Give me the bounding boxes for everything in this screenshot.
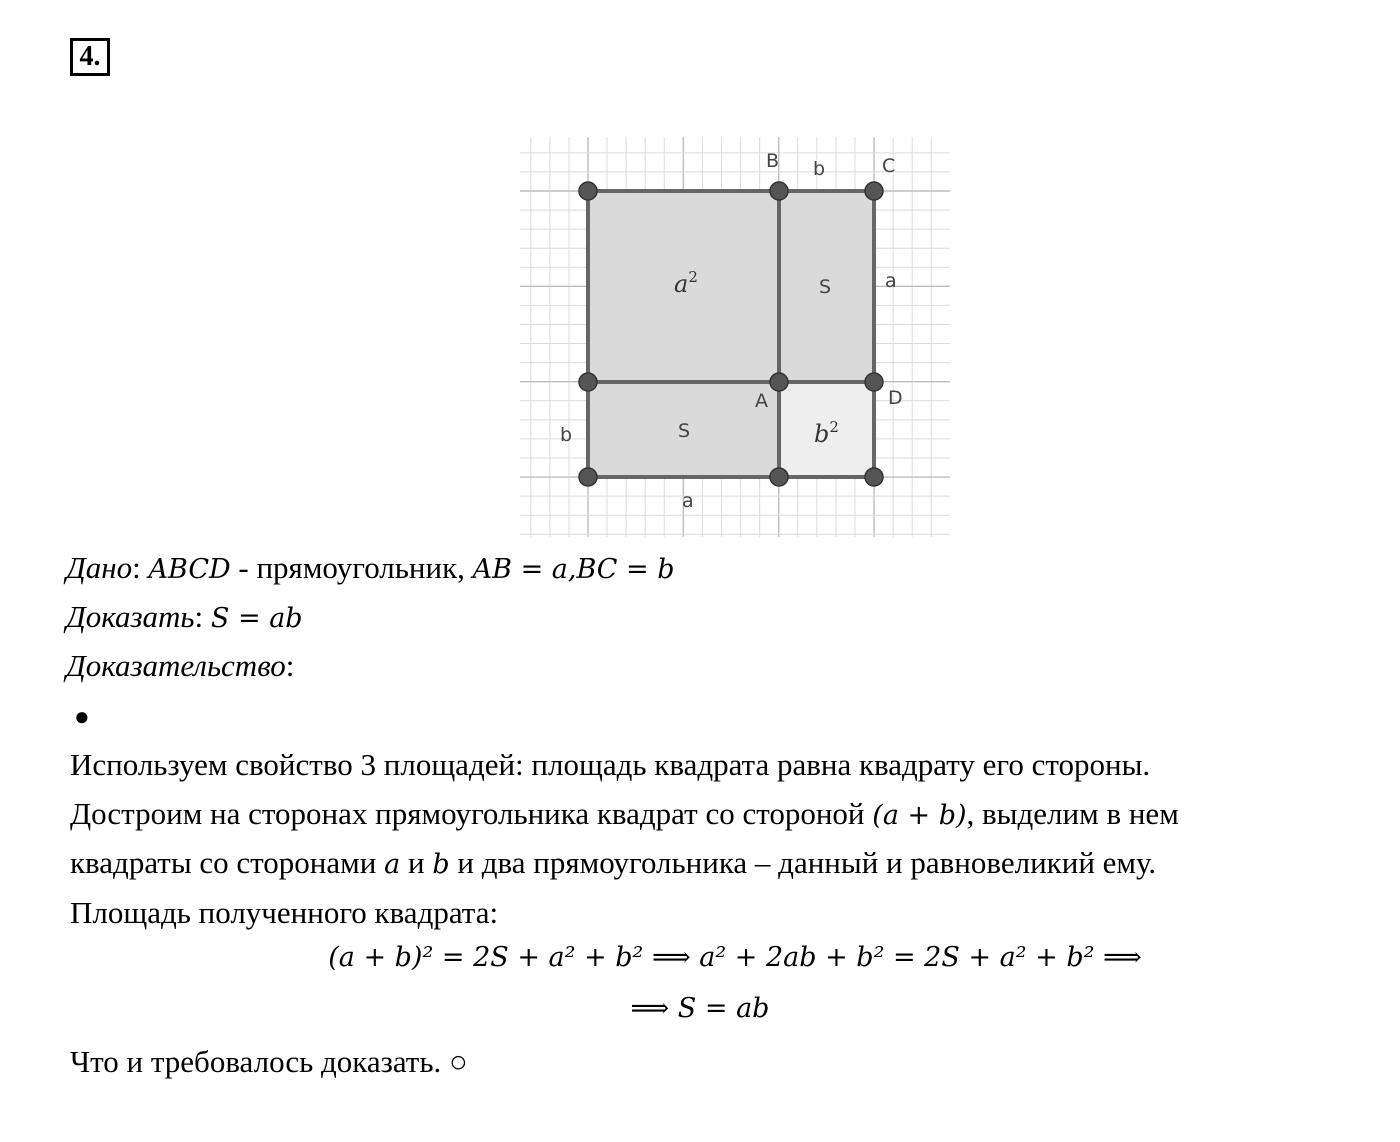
label-left-b: b — [560, 424, 573, 446]
label-s-bottom: S — [678, 420, 691, 442]
bullet: ● — [74, 702, 90, 731]
label-right-a: a — [885, 270, 897, 292]
given-line: Дано: ABCD - прямоугольник, AB = a,BC = b — [66, 550, 675, 585]
prove-line: Доказать: S = ab — [66, 599, 303, 634]
conclusion-line: Что и требовалось доказать. ○ — [70, 1044, 468, 1079]
label-C: C — [882, 155, 896, 177]
para-line-2: Достроим на сторонах прямоугольника квадрат со стороной (a + b), выделим в нем — [70, 796, 1179, 831]
point-C — [865, 182, 883, 200]
point-B — [770, 182, 788, 200]
point-bottom-right — [865, 468, 883, 486]
point-A — [770, 373, 788, 391]
prove-label: Доказать — [66, 599, 195, 634]
given-label: Дано — [66, 550, 133, 585]
label-a2: $a^2$ — [674, 268, 698, 298]
given-text: - прямоугольник, — [230, 550, 473, 585]
formula-line-2: ⟹ S = ab — [630, 993, 770, 1024]
prove-math: S = ab — [210, 603, 303, 634]
point-mid-left — [579, 373, 597, 391]
label-top-b: b — [813, 158, 826, 180]
para-line-4: Площадь полученного квадрата: — [70, 895, 499, 930]
formula-line-1: (a + b)² = 2S + a² + b² ⟹ a² + 2ab + b² = 2S + a² + b² ⟹ — [328, 942, 1142, 973]
point-bottom-mid — [770, 468, 788, 486]
given-math-abcd: ABCD — [148, 554, 231, 585]
label-B: B — [766, 150, 780, 172]
label-D: D — [888, 387, 903, 409]
label-s-top: S — [819, 276, 832, 298]
geometry-figure — [520, 137, 950, 537]
para-line-1: Используем свойство 3 площадей: площадь квадрата равна квадрату его стороны. — [70, 747, 1151, 782]
label-bottom-a: a — [682, 490, 694, 512]
label-A: A — [755, 390, 768, 412]
point-D — [865, 373, 883, 391]
point-bottom-left — [579, 468, 597, 486]
given-math-sides: AB = a,BC = b — [472, 554, 675, 585]
label-b2: $b^2$ — [814, 418, 839, 448]
point-top-left — [579, 182, 597, 200]
problem-number: 4. — [70, 38, 110, 76]
proof-line: Доказательство: — [66, 648, 295, 683]
proof-label: Доказательство — [66, 648, 286, 683]
para-line-3: квадраты со сторонами a и b и два прямоугольника – данный и равновеликий ему. — [70, 845, 1157, 880]
